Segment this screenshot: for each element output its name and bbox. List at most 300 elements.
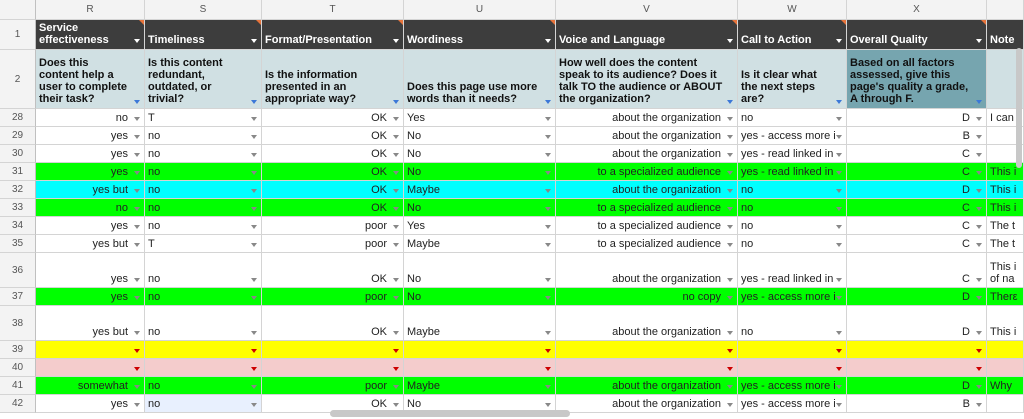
table-cell[interactable] bbox=[145, 127, 262, 145]
row-number[interactable]: 39 bbox=[0, 341, 36, 359]
column-header-r[interactable]: R bbox=[36, 0, 145, 20]
filter-dropdown-icon[interactable] bbox=[976, 39, 982, 43]
table-cell[interactable] bbox=[738, 395, 847, 413]
table-cell[interactable] bbox=[556, 199, 738, 217]
chevron-down-icon[interactable] bbox=[545, 385, 551, 389]
chevron-down-icon[interactable] bbox=[251, 385, 257, 389]
table-cell[interactable] bbox=[738, 377, 847, 395]
question-cell[interactable] bbox=[145, 50, 262, 109]
chevron-down-icon[interactable] bbox=[727, 367, 733, 371]
chevron-down-icon[interactable] bbox=[251, 403, 257, 407]
table-cell[interactable] bbox=[262, 163, 404, 181]
question-cell[interactable] bbox=[556, 50, 738, 109]
chevron-down-icon[interactable] bbox=[393, 135, 399, 139]
chevron-down-icon[interactable] bbox=[976, 189, 982, 193]
question-cell[interactable] bbox=[404, 50, 556, 109]
filter-dropdown-icon[interactable] bbox=[393, 39, 399, 43]
chevron-down-icon[interactable] bbox=[251, 349, 257, 353]
table-cell[interactable] bbox=[847, 199, 987, 217]
chevron-down-icon[interactable] bbox=[976, 135, 982, 139]
table-cell[interactable] bbox=[987, 341, 1024, 359]
table-cell[interactable] bbox=[36, 377, 145, 395]
chevron-down-icon[interactable] bbox=[393, 207, 399, 211]
chevron-down-icon[interactable] bbox=[727, 117, 733, 121]
chevron-down-icon[interactable] bbox=[545, 153, 551, 157]
table-cell[interactable] bbox=[36, 306, 145, 341]
chevron-down-icon[interactable] bbox=[393, 296, 399, 300]
table-cell[interactable] bbox=[262, 109, 404, 127]
cell-value: Maybe bbox=[407, 237, 441, 250]
table-cell[interactable] bbox=[556, 306, 738, 341]
table-cell[interactable] bbox=[36, 235, 145, 253]
chevron-down-icon[interactable] bbox=[134, 207, 140, 211]
row-number[interactable]: 2 bbox=[0, 50, 36, 109]
table-cell[interactable] bbox=[262, 341, 404, 359]
table-cell[interactable] bbox=[36, 127, 145, 145]
corner-cell[interactable] bbox=[0, 0, 36, 20]
row-number[interactable]: 1 bbox=[0, 20, 36, 50]
table-cell[interactable] bbox=[262, 181, 404, 199]
table-cell[interactable] bbox=[738, 109, 847, 127]
row-number[interactable]: 41 bbox=[0, 377, 36, 395]
cell-value: no bbox=[148, 183, 161, 196]
table-cell[interactable] bbox=[262, 217, 404, 235]
table-cell[interactable] bbox=[987, 395, 1024, 413]
table-cell[interactable] bbox=[738, 253, 847, 288]
chevron-down-icon[interactable] bbox=[976, 153, 982, 157]
table-row bbox=[0, 145, 1024, 163]
column-header-x[interactable]: X bbox=[847, 0, 987, 20]
chevron-down-icon[interactable] bbox=[134, 100, 140, 104]
chevron-down-icon[interactable] bbox=[545, 278, 551, 282]
table-cell[interactable] bbox=[145, 163, 262, 181]
table-cell[interactable] bbox=[36, 181, 145, 199]
header-service-effectiveness[interactable] bbox=[36, 20, 145, 50]
table-cell[interactable] bbox=[847, 395, 987, 413]
table-cell[interactable] bbox=[738, 199, 847, 217]
chevron-down-icon[interactable] bbox=[545, 243, 551, 247]
filter-dropdown-icon[interactable] bbox=[545, 39, 551, 43]
cell-value: to a specialized audience bbox=[597, 219, 721, 232]
chevron-down-icon[interactable] bbox=[393, 278, 399, 282]
chevron-down-icon[interactable] bbox=[134, 135, 140, 139]
cell-value: The t bbox=[990, 237, 1016, 250]
filter-dropdown-icon[interactable] bbox=[251, 39, 257, 43]
chevron-down-icon[interactable] bbox=[393, 225, 399, 229]
chevron-down-icon[interactable] bbox=[836, 349, 842, 353]
chevron-down-icon[interactable] bbox=[134, 331, 140, 335]
table-cell[interactable] bbox=[36, 341, 145, 359]
table-cell[interactable] bbox=[847, 235, 987, 253]
chevron-down-icon[interactable] bbox=[251, 100, 257, 104]
chevron-down-icon[interactable] bbox=[393, 385, 399, 389]
row-number[interactable]: 33 bbox=[0, 199, 36, 217]
cell-value: about the organization bbox=[612, 326, 721, 338]
chevron-down-icon[interactable] bbox=[727, 100, 733, 104]
chevron-down-icon[interactable] bbox=[134, 117, 140, 121]
table-cell[interactable] bbox=[847, 181, 987, 199]
chevron-down-icon[interactable] bbox=[251, 331, 257, 335]
table-cell[interactable] bbox=[556, 181, 738, 199]
chevron-down-icon[interactable] bbox=[251, 117, 257, 121]
chevron-down-icon[interactable] bbox=[134, 349, 140, 353]
table-cell[interactable] bbox=[987, 359, 1024, 377]
chevron-down-icon[interactable] bbox=[393, 100, 399, 104]
chevron-down-icon[interactable] bbox=[134, 243, 140, 247]
chevron-down-icon[interactable] bbox=[545, 207, 551, 211]
chevron-down-icon[interactable] bbox=[134, 296, 140, 300]
table-cell[interactable] bbox=[556, 217, 738, 235]
chevron-down-icon[interactable] bbox=[836, 403, 842, 407]
cell-value: OK bbox=[371, 147, 387, 160]
chevron-down-icon[interactable] bbox=[251, 278, 257, 282]
table-cell[interactable] bbox=[145, 145, 262, 163]
table-cell[interactable] bbox=[36, 199, 145, 217]
table-cell[interactable] bbox=[556, 395, 738, 413]
chevron-down-icon[interactable] bbox=[836, 135, 842, 139]
column-header-v[interactable]: V bbox=[556, 0, 738, 20]
chevron-down-icon[interactable] bbox=[727, 385, 733, 389]
table-cell[interactable] bbox=[404, 163, 556, 181]
table-cell[interactable] bbox=[556, 288, 738, 306]
chevron-down-icon[interactable] bbox=[393, 117, 399, 121]
table-cell[interactable] bbox=[738, 306, 847, 341]
table-cell[interactable] bbox=[738, 288, 847, 306]
table-cell[interactable] bbox=[404, 235, 556, 253]
chevron-down-icon[interactable] bbox=[545, 225, 551, 229]
table-cell[interactable] bbox=[738, 145, 847, 163]
cell-value: D bbox=[962, 326, 970, 338]
table-cell[interactable] bbox=[404, 306, 556, 341]
chevron-down-icon[interactable] bbox=[545, 189, 551, 193]
table-cell[interactable] bbox=[738, 217, 847, 235]
table-cell[interactable] bbox=[987, 199, 1024, 217]
chevron-down-icon[interactable] bbox=[393, 189, 399, 193]
table-cell[interactable] bbox=[404, 359, 556, 377]
chevron-down-icon[interactable] bbox=[393, 349, 399, 353]
table-cell[interactable] bbox=[847, 163, 987, 181]
cell-value: no bbox=[741, 326, 754, 338]
cell-value: poor bbox=[364, 379, 387, 392]
chevron-down-icon[interactable] bbox=[134, 171, 140, 175]
chevron-down-icon[interactable] bbox=[545, 349, 551, 353]
table-cell[interactable] bbox=[145, 109, 262, 127]
question-text: Does this content help a user to complete their task? bbox=[39, 57, 128, 105]
table-cell[interactable] bbox=[145, 341, 262, 359]
chevron-down-icon[interactable] bbox=[134, 403, 140, 407]
table-cell[interactable] bbox=[556, 109, 738, 127]
chevron-down-icon[interactable] bbox=[727, 331, 733, 335]
table-cell[interactable] bbox=[556, 377, 738, 395]
table-cell[interactable] bbox=[738, 341, 847, 359]
chevron-down-icon[interactable] bbox=[545, 135, 551, 139]
chevron-down-icon[interactable] bbox=[134, 367, 140, 371]
table-cell[interactable] bbox=[847, 253, 987, 288]
chevron-down-icon[interactable] bbox=[545, 296, 551, 300]
table-cell[interactable] bbox=[36, 253, 145, 288]
table-cell[interactable] bbox=[556, 127, 738, 145]
table-cell[interactable] bbox=[145, 217, 262, 235]
row-number[interactable]: 35 bbox=[0, 235, 36, 253]
table-cell[interactable] bbox=[262, 359, 404, 377]
table-cell[interactable] bbox=[36, 395, 145, 413]
chevron-down-icon[interactable] bbox=[251, 207, 257, 211]
header-call-to-action[interactable] bbox=[738, 20, 847, 50]
table-cell[interactable] bbox=[36, 217, 145, 235]
chevron-down-icon[interactable] bbox=[393, 171, 399, 175]
cell-value: yes bbox=[110, 219, 128, 232]
chevron-down-icon[interactable] bbox=[393, 367, 399, 371]
table-cell[interactable] bbox=[738, 163, 847, 181]
chevron-down-icon[interactable] bbox=[134, 189, 140, 193]
table-cell[interactable] bbox=[404, 253, 556, 288]
table-cell[interactable] bbox=[145, 377, 262, 395]
question-cell[interactable] bbox=[36, 50, 145, 109]
table-cell[interactable] bbox=[262, 145, 404, 163]
chevron-down-icon[interactable] bbox=[836, 278, 842, 282]
table-cell[interactable] bbox=[36, 109, 145, 127]
table-cell[interactable] bbox=[36, 359, 145, 377]
chevron-down-icon[interactable] bbox=[727, 171, 733, 175]
chevron-down-icon[interactable] bbox=[727, 403, 733, 407]
header-label: Call to Action bbox=[741, 34, 812, 46]
chevron-down-icon[interactable] bbox=[545, 117, 551, 121]
cell-value: OK bbox=[371, 326, 387, 338]
table-cell[interactable] bbox=[145, 288, 262, 306]
cell-value: OK bbox=[371, 165, 387, 178]
table-cell[interactable] bbox=[36, 163, 145, 181]
table-cell[interactable] bbox=[404, 145, 556, 163]
chevron-down-icon[interactable] bbox=[976, 171, 982, 175]
table-cell[interactable] bbox=[262, 288, 404, 306]
header-note[interactable] bbox=[987, 20, 1024, 50]
chevron-down-icon[interactable] bbox=[836, 100, 842, 104]
table-cell[interactable] bbox=[145, 199, 262, 217]
chevron-down-icon[interactable] bbox=[545, 171, 551, 175]
header-timeliness[interactable] bbox=[145, 20, 262, 50]
table-cell[interactable] bbox=[847, 359, 987, 377]
chevron-down-icon[interactable] bbox=[393, 153, 399, 157]
chevron-down-icon[interactable] bbox=[836, 331, 842, 335]
chevron-down-icon[interactable] bbox=[976, 278, 982, 282]
table-cell[interactable] bbox=[738, 359, 847, 377]
row-number[interactable]: 29 bbox=[0, 127, 36, 145]
row-number[interactable]: 40 bbox=[0, 359, 36, 377]
column-header-s[interactable]: S bbox=[145, 0, 262, 20]
table-cell[interactable] bbox=[847, 288, 987, 306]
table-cell[interactable] bbox=[556, 163, 738, 181]
chevron-down-icon[interactable] bbox=[134, 278, 140, 282]
table-cell[interactable] bbox=[987, 288, 1024, 306]
chevron-down-icon[interactable] bbox=[976, 117, 982, 121]
table-cell[interactable] bbox=[262, 127, 404, 145]
table-cell[interactable] bbox=[262, 199, 404, 217]
row-number[interactable]: 36 bbox=[0, 253, 36, 288]
row-number[interactable]: 28 bbox=[0, 109, 36, 127]
chevron-down-icon[interactable] bbox=[836, 243, 842, 247]
chevron-down-icon[interactable] bbox=[393, 403, 399, 407]
row-number[interactable]: 37 bbox=[0, 288, 36, 306]
table-row bbox=[0, 181, 1024, 199]
table-cell[interactable] bbox=[738, 235, 847, 253]
table-row bbox=[0, 253, 1024, 288]
chevron-down-icon[interactable] bbox=[134, 385, 140, 389]
chevron-down-icon[interactable] bbox=[251, 367, 257, 371]
table-cell[interactable] bbox=[404, 199, 556, 217]
chevron-down-icon[interactable] bbox=[976, 100, 982, 104]
chevron-down-icon[interactable] bbox=[836, 117, 842, 121]
table-cell[interactable] bbox=[145, 253, 262, 288]
table-cell[interactable] bbox=[847, 127, 987, 145]
question-cell[interactable] bbox=[738, 50, 847, 109]
table-cell[interactable] bbox=[847, 109, 987, 127]
chevron-down-icon[interactable] bbox=[393, 331, 399, 335]
table-cell[interactable] bbox=[404, 377, 556, 395]
chevron-down-icon[interactable] bbox=[545, 403, 551, 407]
chevron-down-icon[interactable] bbox=[836, 153, 842, 157]
chevron-down-icon[interactable] bbox=[976, 207, 982, 211]
table-cell[interactable] bbox=[738, 181, 847, 199]
cell-value: Maybe bbox=[407, 326, 441, 338]
cell-value: OK bbox=[371, 183, 387, 196]
table-cell[interactable] bbox=[847, 341, 987, 359]
table-cell[interactable] bbox=[36, 145, 145, 163]
table-cell[interactable] bbox=[987, 377, 1024, 395]
table-cell[interactable] bbox=[847, 306, 987, 341]
row-number[interactable]: 42 bbox=[0, 395, 36, 413]
chevron-down-icon[interactable] bbox=[727, 189, 733, 193]
table-cell[interactable] bbox=[262, 235, 404, 253]
row-number[interactable]: 30 bbox=[0, 145, 36, 163]
chevron-down-icon[interactable] bbox=[976, 367, 982, 371]
chevron-down-icon[interactable] bbox=[545, 367, 551, 371]
chevron-down-icon[interactable] bbox=[976, 296, 982, 300]
column-header-u[interactable]: U bbox=[404, 0, 556, 20]
table-cell[interactable] bbox=[556, 341, 738, 359]
header-wordiness[interactable] bbox=[404, 20, 556, 50]
table-cell[interactable] bbox=[404, 341, 556, 359]
chevron-down-icon[interactable] bbox=[836, 385, 842, 389]
chevron-down-icon[interactable] bbox=[976, 331, 982, 335]
chevron-down-icon[interactable] bbox=[976, 243, 982, 247]
cell-value: D bbox=[962, 183, 970, 196]
table-cell[interactable] bbox=[847, 217, 987, 235]
table-cell[interactable] bbox=[987, 235, 1024, 253]
table-cell[interactable] bbox=[404, 109, 556, 127]
table-cell[interactable] bbox=[404, 181, 556, 199]
table-cell[interactable] bbox=[556, 145, 738, 163]
chevron-down-icon[interactable] bbox=[727, 296, 733, 300]
filter-dropdown-icon[interactable] bbox=[727, 39, 733, 43]
horizontal-scrollbar[interactable] bbox=[330, 410, 570, 417]
chevron-down-icon[interactable] bbox=[727, 243, 733, 247]
table-cell[interactable] bbox=[987, 253, 1024, 288]
chevron-down-icon[interactable] bbox=[251, 243, 257, 247]
chevron-down-icon[interactable] bbox=[251, 135, 257, 139]
table-cell[interactable] bbox=[145, 181, 262, 199]
header-format-presentation[interactable] bbox=[262, 20, 404, 50]
table-cell[interactable] bbox=[738, 127, 847, 145]
chevron-down-icon[interactable] bbox=[251, 153, 257, 157]
chevron-down-icon[interactable] bbox=[727, 153, 733, 157]
chevron-down-icon[interactable] bbox=[134, 153, 140, 157]
table-cell[interactable] bbox=[262, 306, 404, 341]
header-voice-and-language[interactable] bbox=[556, 20, 738, 50]
question-cell[interactable] bbox=[262, 50, 404, 109]
table-cell[interactable] bbox=[556, 253, 738, 288]
row-number[interactable]: 31 bbox=[0, 163, 36, 181]
table-cell[interactable] bbox=[145, 235, 262, 253]
chevron-down-icon[interactable] bbox=[251, 225, 257, 229]
chevron-down-icon[interactable] bbox=[976, 385, 982, 389]
chevron-down-icon[interactable] bbox=[727, 278, 733, 282]
table-cell[interactable] bbox=[145, 306, 262, 341]
row-number[interactable]: 38 bbox=[0, 306, 36, 341]
row-number[interactable]: 32 bbox=[0, 181, 36, 199]
cell-value: yes - read linked in bbox=[741, 147, 834, 160]
chevron-down-icon[interactable] bbox=[393, 243, 399, 247]
table-cell[interactable] bbox=[262, 253, 404, 288]
table-cell[interactable] bbox=[987, 306, 1024, 341]
table-cell[interactable] bbox=[262, 377, 404, 395]
chevron-down-icon[interactable] bbox=[976, 349, 982, 353]
chevron-down-icon[interactable] bbox=[836, 296, 842, 300]
table-cell[interactable] bbox=[36, 288, 145, 306]
header-overall-quality[interactable] bbox=[847, 20, 987, 50]
vertical-scrollbar[interactable] bbox=[1016, 48, 1022, 168]
filter-dropdown-icon[interactable] bbox=[836, 39, 842, 43]
chevron-down-icon[interactable] bbox=[727, 135, 733, 139]
table-cell[interactable] bbox=[987, 217, 1024, 235]
table-cell[interactable] bbox=[556, 359, 738, 377]
chevron-down-icon[interactable] bbox=[251, 189, 257, 193]
table-cell[interactable] bbox=[847, 377, 987, 395]
table-cell[interactable] bbox=[145, 359, 262, 377]
chevron-down-icon[interactable] bbox=[727, 207, 733, 211]
cell-value: poor bbox=[364, 219, 387, 232]
table-cell[interactable] bbox=[556, 235, 738, 253]
chevron-down-icon[interactable] bbox=[727, 349, 733, 353]
chevron-down-icon[interactable] bbox=[836, 367, 842, 371]
table-cell[interactable] bbox=[404, 217, 556, 235]
table-cell[interactable] bbox=[404, 288, 556, 306]
chevron-down-icon[interactable] bbox=[134, 225, 140, 229]
chevron-down-icon[interactable] bbox=[836, 207, 842, 211]
chevron-down-icon[interactable] bbox=[545, 331, 551, 335]
chevron-down-icon[interactable] bbox=[976, 225, 982, 229]
chevron-down-icon[interactable] bbox=[836, 225, 842, 229]
chevron-down-icon[interactable] bbox=[251, 296, 257, 300]
column-header-w[interactable]: W bbox=[738, 0, 847, 20]
cell-value: no bbox=[148, 201, 161, 214]
table-cell[interactable] bbox=[987, 181, 1024, 199]
column-header-note[interactable] bbox=[987, 0, 1024, 20]
table-cell[interactable] bbox=[145, 395, 262, 413]
cell-value: yes bbox=[110, 129, 128, 142]
chevron-down-icon[interactable] bbox=[836, 189, 842, 193]
chevron-down-icon[interactable] bbox=[836, 171, 842, 175]
question-cell[interactable] bbox=[847, 50, 987, 109]
table-cell[interactable] bbox=[847, 145, 987, 163]
table-cell[interactable] bbox=[404, 127, 556, 145]
row-number[interactable]: 34 bbox=[0, 217, 36, 235]
chevron-down-icon[interactable] bbox=[251, 171, 257, 175]
chevron-down-icon[interactable] bbox=[727, 225, 733, 229]
column-header-t[interactable]: T bbox=[262, 0, 404, 20]
filter-dropdown-icon[interactable] bbox=[134, 39, 140, 43]
chevron-down-icon[interactable] bbox=[976, 403, 982, 407]
chevron-down-icon[interactable] bbox=[545, 100, 551, 104]
